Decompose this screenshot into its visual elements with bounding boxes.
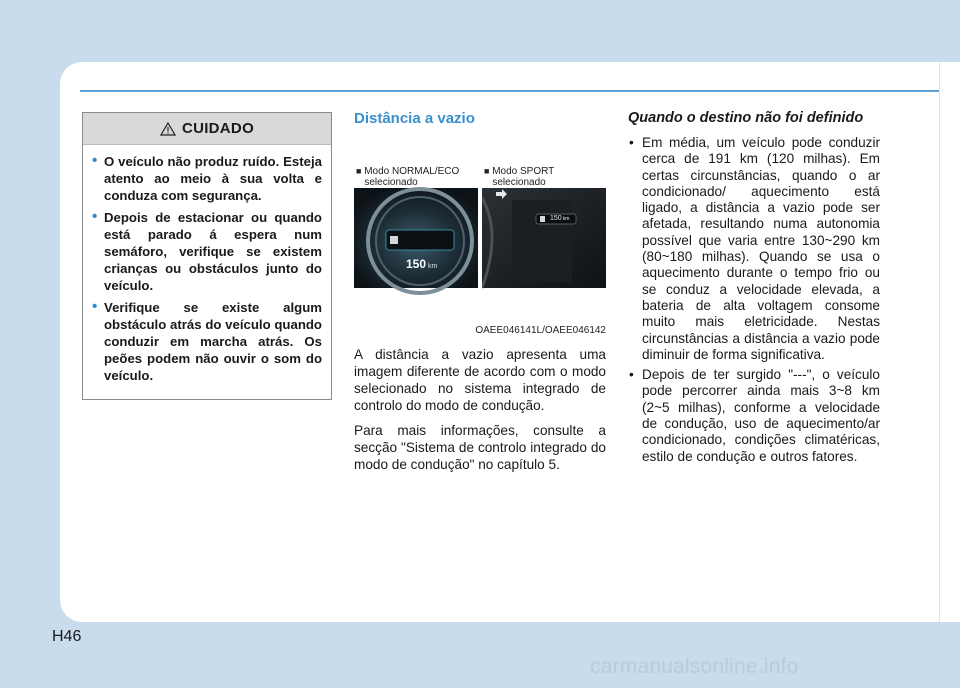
caution-item: • Verifique se existe algum obstáculo atrás do veículo quando conduzir em marcha atrás. Os peões podem não ouvir o som do veículo. [92, 298, 322, 383]
middle-column [354, 110, 606, 473]
left-range-readout: 150 km [406, 257, 438, 271]
paragraph: Para mais informações, consulte a secção "Sistema de controlo integrado do modo de condução" no capítulo 5. [354, 423, 606, 472]
list-item: • Depois de ter surgido "---", o veículo pode percorrer ainda mais 3~8 km (2~5 milhas), conforme a velocidade de condução, uso de aquecimento/ar condicionado, condições climatéricas, estilo de condução e outros fatores. [629, 367, 880, 464]
square-bullet-icon: ■ [356, 166, 362, 176]
bullet-icon: • [92, 298, 98, 315]
caution-box [82, 112, 332, 400]
bullet-icon: • [92, 208, 98, 225]
caption-sport: ■ Modo SPORT selecionado [484, 166, 555, 188]
caution-title: CUIDADO [181, 120, 255, 137]
header-rule [80, 90, 940, 92]
cluster-sport-image [482, 138, 606, 316]
page-number: H46 [52, 628, 82, 645]
warning-triangle-icon [160, 122, 176, 136]
figure-code: OAEE046141L/OAEE046142 [475, 325, 606, 336]
caution-list [83, 145, 331, 384]
bullet-icon: • [92, 152, 98, 169]
square-bullet-icon: ■ [484, 166, 490, 176]
paragraph: A distância a vazio apresenta uma imagem diferente de acordo com o modo selecionado no sistema integrado de controlo do modo de condução. [354, 347, 606, 413]
bullet-icon: • [629, 367, 634, 383]
caution-item: • Depois de estacionar ou quando está parado á espera num semáforo, verifique se existem crianças ou obstáculos junto do veículo. [92, 208, 322, 293]
margin-rule [939, 62, 940, 622]
caption-normal-eco: ■ Modo NORMAL/ECO selecionado [356, 166, 460, 188]
right-column [628, 110, 880, 469]
watermark: carmanualsonline.info [590, 655, 799, 678]
cluster-figure [354, 138, 606, 338]
cluster-normal-eco-image [354, 138, 478, 316]
bullet-icon: • [629, 135, 634, 150]
caution-header [83, 113, 331, 145]
right-range-readout: 150km [550, 215, 570, 222]
subsection-title: Quando o destino não foi definido [628, 110, 864, 126]
list-item: • Em média, um veículo pode conduzir cerca de 191 km (120 milhas). Em certas circunstâncias, quando o ar condicionado/ aquecimento está ligado, a distância a vazio pode ser afetada, resultando numa autonomia possível que varia entre 130~290 km (80~180 milhas). Quando se usa o aquecimento durante o tempo frio ou se conduz a velocidade elevada, a bateria de alta voltagem consome muito mais eletricidade. Nestas circunstâncias a distância a vazio pode diminuir de forma significativa. [629, 135, 880, 362]
caution-item: • O veículo não produz ruído. Esteja atento ao meio à sua volta e conduza com segurança. [92, 152, 322, 203]
section-title: Distância a vazio [354, 110, 475, 127]
info-list [628, 135, 880, 465]
